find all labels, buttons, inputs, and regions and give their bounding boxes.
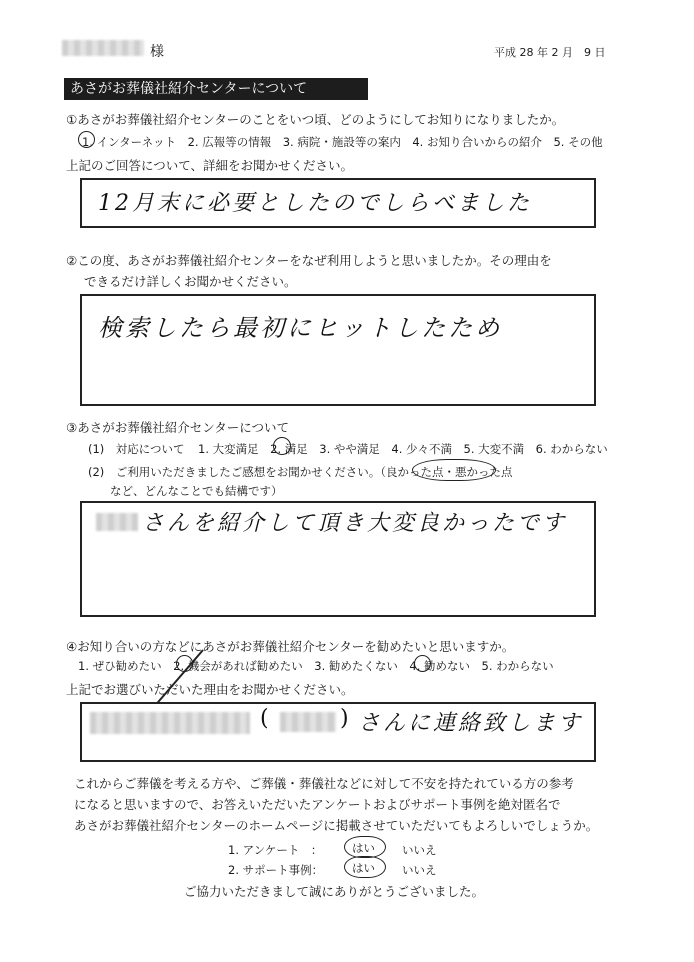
q3-good-points-circle	[412, 459, 496, 481]
q1-options: 1. インターネット 2. 広報等の情報 3. 病院・施設等の案内 4. お知り合いからの紹介 5. その他	[82, 135, 603, 149]
publish-case-label: 2. サポート事例：	[228, 863, 324, 877]
q3-question: ③あさがお葬儀社紹介センターについて	[66, 420, 289, 435]
publish-survey-no: いいえ	[402, 843, 437, 857]
q3-sub1-options: 1. 大変満足 2. 満足 3. やや満足 4. 少々不満 5. 大変不満 6. わからない	[198, 442, 608, 456]
thanks-message: ご協力いただきまして誠にありがとうございました。	[184, 884, 485, 899]
q1-answer: 12月末に必要としたのでしらべました	[98, 191, 532, 216]
q1-detail-prompt: 上記のご回答について、詳細をお聞かせください。	[66, 158, 354, 173]
q4-question: ④お知り合いの方などにあさがお葬儀社紹介センターを勧めたいと思いますか。	[66, 639, 515, 654]
redacted-name	[96, 513, 138, 531]
q4-options: 1. ぜひ勧めたい 2. 機会があれば勧めたい 3. 勧めたくない 4. 勧めない 5. わからない	[78, 659, 554, 673]
q4-answer-paren-close: )	[340, 706, 352, 731]
q2-question-line2: できるだけ詳しくお聞かせください。	[84, 274, 297, 289]
q3-sub2-label: (2) ご利用いただきましたご感想をお聞かせください。（良かった点・悪かった点	[88, 465, 513, 479]
closing-line2: になると思いますので、お答えいただいたアンケートおよびサポート事例を絶対匿名で	[74, 797, 561, 812]
form-date: 平成 28 年 2 月 9 日	[494, 46, 606, 59]
honorific: 様	[150, 44, 164, 60]
q2-question-line1: ②この度、あさがお葬儀社紹介センターをなぜ利用しようと思いましたか。その理由を	[66, 253, 552, 268]
redacted-name	[90, 712, 250, 734]
q3-sub2-line2: など、どんなことでも結構です）	[110, 484, 283, 498]
publish-survey-yes: はい	[352, 841, 375, 855]
q4-detail-prompt: 上記でお選びいただいた理由をお聞かせください。	[66, 682, 354, 697]
q2-answer: 検索したら最初にヒットしたため	[98, 314, 503, 342]
q4-answer-paren-open: (	[260, 706, 272, 731]
q3-sub1-label: (1) 対応について	[88, 442, 185, 456]
closing-line1: これからご葬儀を考える方や、ご葬儀・葬儀社などに対して不安を持たれている方の参考	[74, 776, 574, 791]
form-title: あさがお葬儀社紹介センターについて	[64, 78, 368, 100]
closing-line3: あさがお葬儀社紹介センターのホームページに掲載させていただいてもよろしいでしょうか。	[74, 818, 599, 833]
redacted-name	[62, 40, 144, 56]
publish-survey-label: 1. アンケート ：	[228, 843, 323, 857]
q4-answer: さんに連絡致します	[358, 711, 584, 736]
strike-mark	[145, 648, 207, 710]
q1-question: ①あさがお葬儀社紹介センターのことをいつ頃、どのようにしてお知りになりましたか。	[66, 112, 565, 127]
q3-answer: さんを紹介して頂き大変良かったです	[142, 511, 568, 536]
publish-case-no: いいえ	[402, 863, 437, 877]
redacted-name	[280, 712, 336, 732]
publish-case-yes: はい	[352, 861, 375, 875]
